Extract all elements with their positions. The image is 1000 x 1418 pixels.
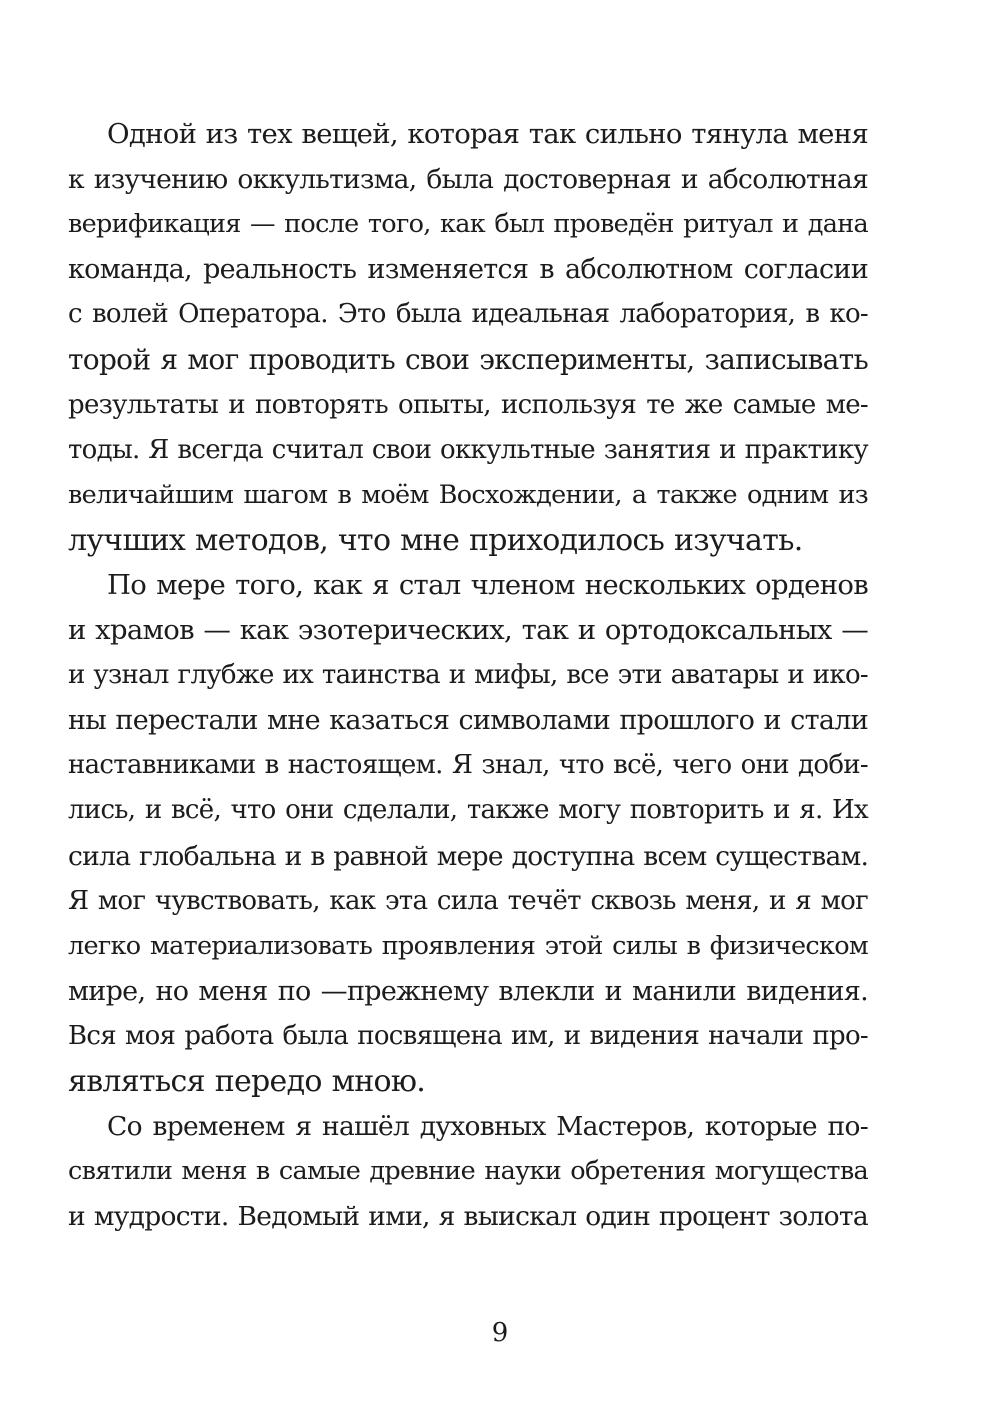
text-line: результаты и повторять опыты, используя те же самые ме- (68, 389, 868, 420)
text-line: наставниками в настоящем. Я знал, что всё, чего они доби- (68, 750, 868, 781)
text-line: к изучению оккультизма, была достоверная и абсолютная (68, 164, 868, 196)
text-line: Вся моя работа была посвящена им, и видения начали про- (68, 1020, 868, 1051)
text-line: сила глобальна и в равной мере доступна всем существам. (68, 840, 869, 872)
text-line: и храмов — как эзотерических, так и ортодоксальных — (68, 614, 868, 647)
text-line: легко материализовать проявления этой силы в физическом (68, 930, 868, 961)
text-line: и узнал глубже их таинства и мифы, все эти аватары и ико- (68, 660, 868, 691)
text-line: с волей Оператора. Это была идеальная лаборатория, в ко- (68, 299, 868, 330)
text-line: Одной из тех вещей, которая так сильно тянула меня (107, 118, 868, 150)
text-line: святили меня в самые древние науки обретения могущества (68, 1156, 868, 1187)
text-line: ны перестали мне казаться символами прошлого и стали (68, 705, 868, 737)
text-line: мире, но меня по —прежнему влекли и манили видения. (68, 975, 868, 1007)
text-line: являться передо мною. (68, 1063, 426, 1099)
text-line: лись, и всё, что они сделали, также могу повторить и я. Их (68, 795, 868, 826)
text-line: и мудрости. Ведомый ими, я выискал один процент золота (68, 1201, 868, 1233)
text-line: лучших методов, что мне приходилось изучать. (68, 522, 803, 558)
text-line: команда, реальность изменяется в абсолютном согласии (68, 254, 868, 286)
text-line: тоды. Я всегда считал свои оккультные занятия и практику (68, 434, 868, 465)
text-line: верификация — после того, как был проведён ритуал и дана (68, 209, 868, 240)
page-number: 9 (491, 1318, 509, 1348)
text-line: Со временем я нашёл духовных Мастеров, которые по- (107, 1111, 868, 1143)
text-line: По мере того, как я стал членом нескольких орденов (107, 568, 868, 601)
body-text (68, 112, 868, 1239)
text-line: величайшим шагом в моём Восхождении, а также одним из (68, 479, 868, 510)
text-line: торой я мог проводить свои эксперименты, записывать (68, 343, 868, 377)
text-line: Я мог чувствовать, как эта сила течёт сквозь меня, и я мог (68, 885, 868, 916)
